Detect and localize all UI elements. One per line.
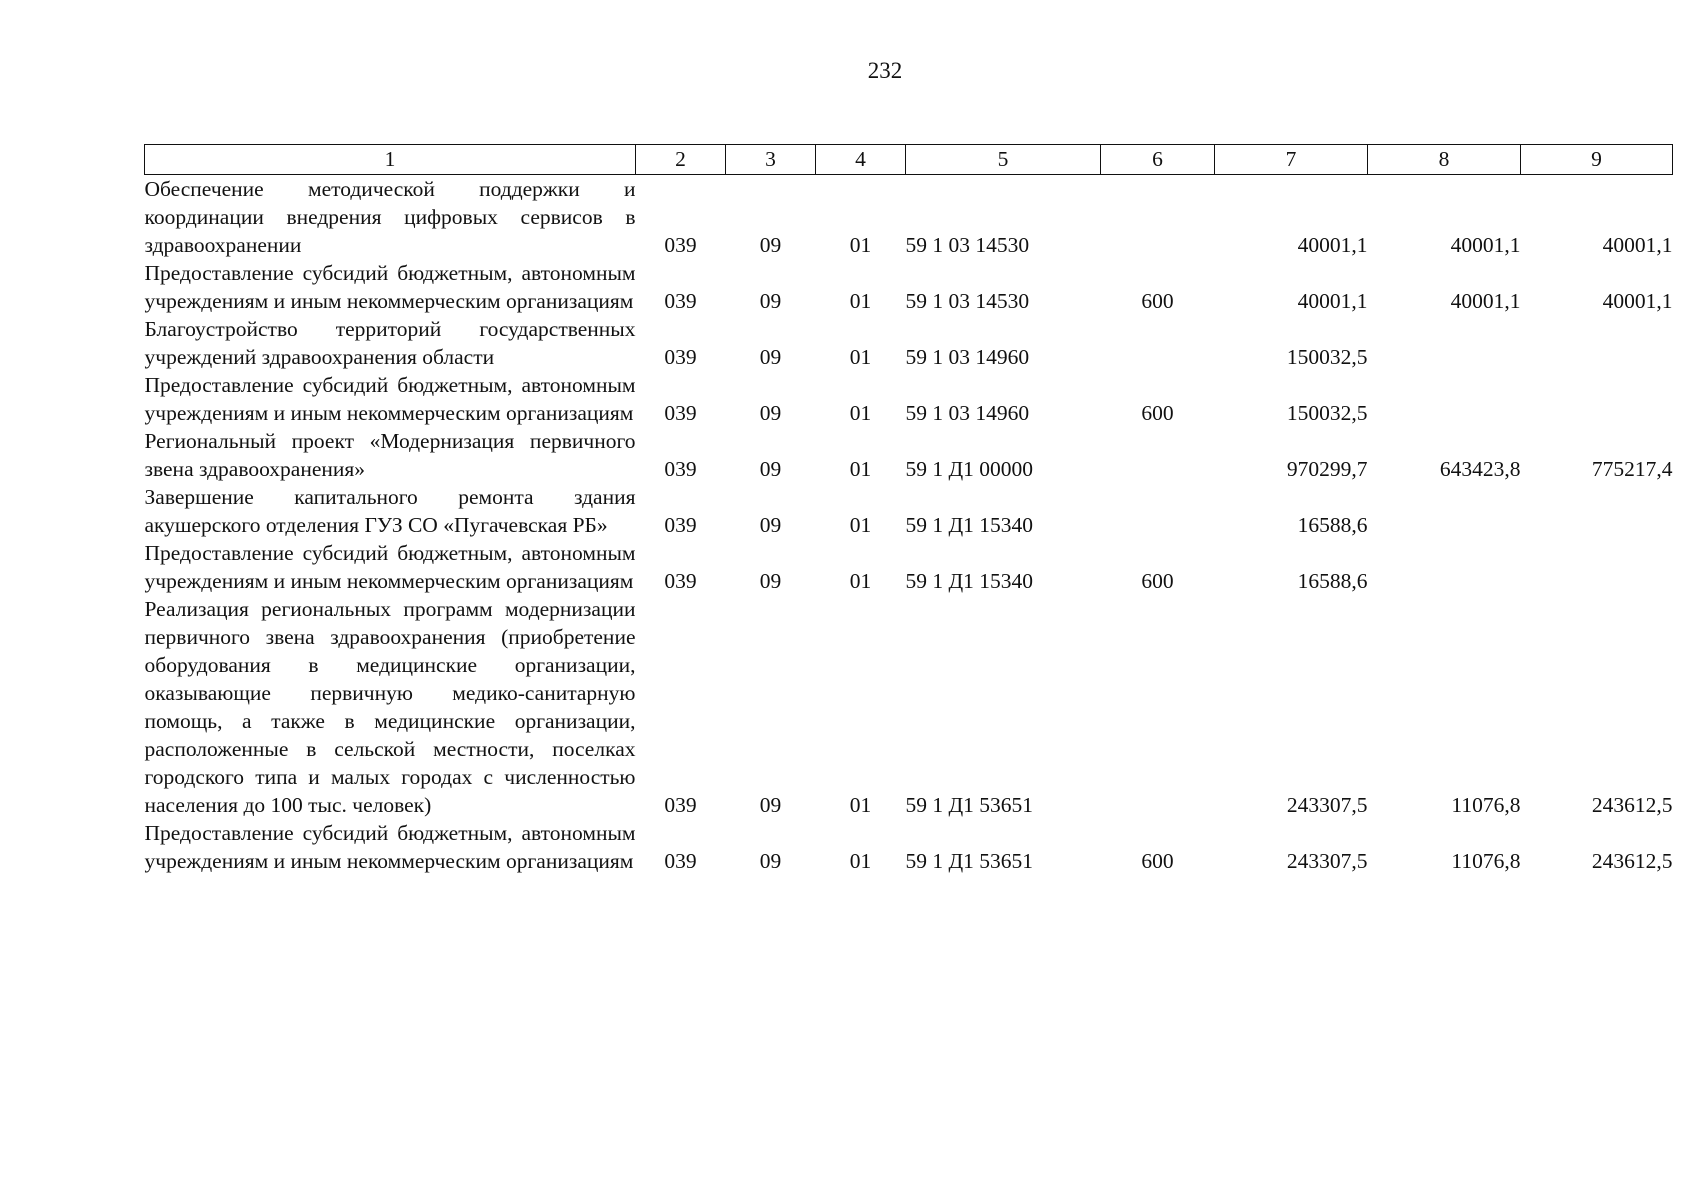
target-article-code: 59 1 Д1 15340 (905, 569, 1034, 593)
table-row (145, 483, 1673, 539)
table-row (145, 539, 1673, 595)
amount-col-8 (1368, 539, 1521, 595)
expense-type-code (1101, 427, 1215, 483)
amount-col-9 (1521, 539, 1673, 595)
target-article-code: 59 1 Д1 53651 (905, 793, 1034, 817)
subsection-code: 01 (849, 569, 872, 593)
column-header: 9 (1521, 145, 1673, 175)
section-code: 09 (759, 401, 782, 425)
table-row (145, 315, 1673, 371)
target-article-code: 59 1 Д1 15340 (905, 513, 1034, 537)
expense-type-code (1101, 483, 1215, 539)
expense-type-code (1101, 595, 1215, 819)
amount-col-8: 40001,1 (1450, 289, 1521, 313)
chapter-code: 039 (664, 793, 697, 817)
subsection-code: 01 (849, 513, 872, 537)
amount-col-9: 243612,5 (1591, 849, 1673, 873)
amount-col-7: 243307,5 (1286, 849, 1368, 873)
expense-type-code (1101, 315, 1215, 371)
row-name: Региональный проект «Модернизация первичного звена здравоохранения» (144, 429, 636, 481)
subsection-code: 01 (849, 345, 872, 369)
row-name: Реализация региональных программ модернизации первичного звена здравоохранения (приобретение оборудования в медицинские организации, оказывающие первичную медико-санитарную помощь, а также в медицинские организации, расположенные в сельской местности, поселках городского типа и малых городах с численностью населения до 100 тыс. человек) (144, 597, 636, 817)
amount-col-7: 40001,1 (1297, 233, 1368, 257)
section-code: 09 (759, 457, 782, 481)
subsection-code: 01 (849, 457, 872, 481)
amount-col-7: 150032,5 (1286, 345, 1368, 369)
section-code: 09 (759, 233, 782, 257)
amount-col-7: 243307,5 (1286, 793, 1368, 817)
amount-col-8: 11076,8 (1451, 849, 1521, 873)
section-code: 09 (759, 289, 782, 313)
column-header: 3 (726, 145, 816, 175)
subsection-code: 01 (849, 849, 872, 873)
amount-col-8: 40001,1 (1450, 233, 1521, 257)
amount-col-9: 243612,5 (1591, 793, 1673, 817)
expense-type-code: 600 (1141, 401, 1174, 425)
subsection-code: 01 (849, 233, 872, 257)
row-name: Предоставление субсидий бюджетным, автономным учреждениям и иным некоммерческим организациям (144, 261, 636, 313)
expense-type-code: 600 (1141, 289, 1174, 313)
table-row (145, 819, 1673, 875)
amount-col-9: 775217,4 (1591, 457, 1673, 481)
chapter-code: 039 (664, 513, 697, 537)
chapter-code: 039 (664, 401, 697, 425)
amount-col-8 (1368, 483, 1521, 539)
column-header: 8 (1368, 145, 1521, 175)
subsection-code: 01 (849, 793, 872, 817)
table-body (145, 175, 1673, 876)
chapter-code: 039 (664, 457, 697, 481)
column-header: 2 (636, 145, 726, 175)
row-name: Предоставление субсидий бюджетным, автономным учреждениям и иным некоммерческим организациям (144, 821, 636, 873)
target-article-code: 59 1 Д1 00000 (905, 457, 1034, 481)
section-code: 09 (759, 345, 782, 369)
section-code: 09 (759, 513, 782, 537)
expense-type-code (1101, 175, 1215, 260)
amount-col-7: 970299,7 (1286, 457, 1368, 481)
amount-col-7: 16588,6 (1297, 513, 1368, 537)
target-article-code: 59 1 Д1 53651 (905, 849, 1034, 873)
chapter-code: 039 (664, 345, 697, 369)
section-code: 09 (759, 569, 782, 593)
amount-col-7: 150032,5 (1286, 401, 1368, 425)
target-article-code: 59 1 03 14530 (905, 289, 1030, 313)
column-header: 5 (906, 145, 1101, 175)
table-row (145, 175, 1673, 260)
amount-col-8 (1368, 315, 1521, 371)
amount-col-9: 40001,1 (1602, 233, 1673, 257)
column-header: 1 (145, 145, 636, 175)
amount-col-9 (1521, 315, 1673, 371)
column-header: 4 (816, 145, 906, 175)
table-row (145, 371, 1673, 427)
amount-col-9 (1521, 371, 1673, 427)
amount-col-8: 11076,8 (1451, 793, 1521, 817)
table-row (145, 427, 1673, 483)
chapter-code: 039 (664, 569, 697, 593)
chapter-code: 039 (664, 849, 697, 873)
row-name: Предоставление субсидий бюджетным, автономным учреждениям и иным некоммерческим организациям (144, 373, 636, 425)
target-article-code: 59 1 03 14530 (905, 233, 1030, 257)
amount-col-8: 643423,8 (1439, 457, 1521, 481)
target-article-code: 59 1 03 14960 (905, 345, 1030, 369)
subsection-code: 01 (849, 401, 872, 425)
row-name: Обеспечение методической поддержки и координации внедрения цифровых сервисов в здравоохранении (144, 177, 636, 257)
row-name: Предоставление субсидий бюджетным, автономным учреждениям и иным некоммерческим организациям (144, 541, 636, 593)
amount-col-9: 40001,1 (1602, 289, 1673, 313)
section-code: 09 (759, 793, 782, 817)
column-header: 7 (1215, 145, 1368, 175)
chapter-code: 039 (664, 289, 697, 313)
expense-type-code: 600 (1141, 849, 1174, 873)
row-name: Благоустройство территорий государственных учреждений здравоохранения области (144, 317, 636, 369)
target-article-code: 59 1 03 14960 (905, 401, 1030, 425)
budget-table (144, 144, 1673, 875)
amount-col-7: 40001,1 (1297, 289, 1368, 313)
chapter-code: 039 (664, 233, 697, 257)
amount-col-8 (1368, 371, 1521, 427)
amount-col-7: 16588,6 (1297, 569, 1368, 593)
table-row (145, 259, 1673, 315)
section-code: 09 (759, 849, 782, 873)
expense-type-code: 600 (1141, 569, 1174, 593)
row-name: Завершение капитального ремонта здания акушерского отделения ГУЗ СО «Пугачевская РБ» (144, 485, 636, 537)
page-number: 232 (867, 58, 903, 83)
subsection-code: 01 (849, 289, 872, 313)
amount-col-9 (1521, 483, 1673, 539)
table-header-row (145, 145, 1673, 175)
table-row (145, 595, 1673, 819)
column-header: 6 (1101, 145, 1215, 175)
